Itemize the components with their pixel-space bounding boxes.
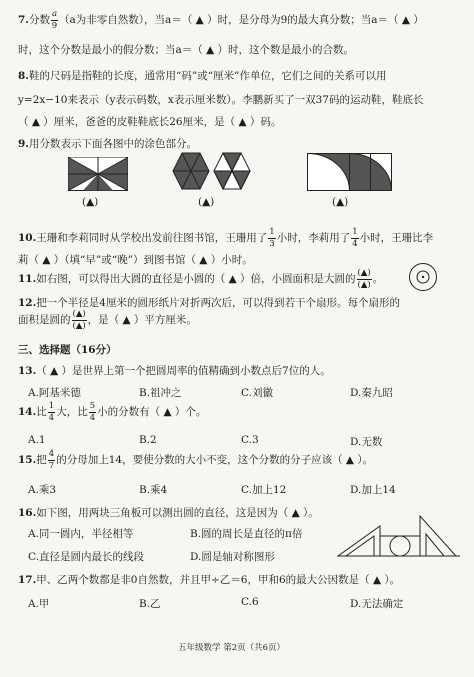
- q9-figure-hexagons: [172, 152, 252, 190]
- q8-line1: 8.鞋的尺码是指鞋的长度，通常用“码”或“厘米”作单位，它们之间的关系可以用: [18, 70, 387, 82]
- q15-line: 15.把 $\frac{4}{7}$ 的分母加上14，要使分数的大小不变，这个分数的分子应该（ ▲ ）。: [18, 449, 374, 471]
- q14-option-b: B.2: [139, 434, 157, 446]
- q15-option-d: D.加上14: [350, 484, 396, 496]
- q14-option-c: C.3: [241, 434, 259, 446]
- q9-text: 9.用分数表示下面各图中的涂色部分。: [18, 138, 197, 150]
- q15-option-b: B.乘4: [139, 484, 168, 496]
- q15-fraction: $\frac{4}{7}$: [48, 449, 55, 471]
- q13-option-c: C.刘徽: [241, 387, 273, 399]
- q17-option-d: D.无法确定: [350, 598, 404, 610]
- q16-triangle-rulers-figure: [336, 512, 462, 558]
- q16-option-a: A.同一圆内，半径相等: [28, 528, 134, 540]
- q11-line: 11.如右图，可以得出大圆的直径是小圆的（ ▲ ）倍，小圆面积是大圆的 $\frac{(▲)}{(▲)}$ 。: [18, 268, 384, 290]
- q10-fraction-1: $\frac{1}{3}$: [269, 227, 275, 249]
- q14-option-d: D.无数: [350, 436, 383, 448]
- q10-fraction-2: $\frac{1}{4}$: [352, 227, 358, 249]
- q7-text-1: 分数: [28, 14, 50, 26]
- q15-option-c: C.加上12: [241, 484, 287, 496]
- q7-line2: 时，这个分数是最小的假分数；当a＝（ ▲ ）时，这个数是最小的合数。: [18, 44, 355, 56]
- q8-line3: （ ▲ ）厘米，爸爸的皮鞋鞋底长26厘米，是（ ▲ ）码。: [18, 116, 282, 128]
- q8-line2: y=2x−10来表示（y表示码数，x表示厘米数）。李鹏新买了一双37码的运动鞋，鞋底长: [18, 94, 424, 106]
- q9-answer-2: (▲): [198, 196, 215, 208]
- q13-text: 13.（ ▲ ）是世界上第一个把圆周率的值精确到小数点后7位的人。: [18, 365, 331, 377]
- section-3-heading: 三、选择题（16分）: [18, 344, 117, 356]
- q9-figure-quarter-circles: [307, 153, 393, 191]
- q13-option-b: B.祖冲之: [139, 387, 182, 399]
- q9-figure-rectangle: [68, 157, 128, 191]
- q10-line1: 10.王珊和李莉同时从学校出发前往图书馆，王珊用了 $\frac{1}{3}$ 小时，李莉用了 $\frac{1}{4}$ 小时，王珊比李: [18, 227, 434, 249]
- q7-fraction: $\frac{a}{9}$: [51, 9, 58, 31]
- q14-option-a: A.1: [28, 434, 46, 446]
- q17-option-c: C.6: [241, 596, 259, 608]
- q10-line2: 莉（ ▲ ）（填“早”或“晚”）到图书馆（ ▲ ）小时。: [18, 254, 253, 266]
- q16-option-c: C.直径是圆内最长的线段: [28, 551, 144, 563]
- q15-option-a: A.乘3: [28, 484, 57, 496]
- q14-fraction-2: $\frac{5}{4}$: [89, 401, 96, 423]
- q16-text: 16.如下图，用两块三角板可以测出圆的直径，这是因为（ ▲ ）。: [18, 507, 319, 519]
- q12-fraction: $\frac{(▲)}{(▲)}$: [72, 309, 86, 331]
- q11-circles-figure: [408, 262, 438, 292]
- q7-line1: [18, 10, 424, 30]
- q7-number: 7.: [18, 14, 29, 26]
- q14-line: 14.比 $\frac{1}{4}$ 大，比 $\frac{5}{4}$ 小的分数有（ ▲ ）个。: [18, 401, 207, 423]
- page-footer: 五年级数学 第2页（共6页）: [178, 643, 286, 653]
- q12-line1: 12.把一个半径是4厘米的圆形纸片对折两次后，可以得到若干个扇形。每个扇形的: [18, 297, 400, 309]
- q7-text-2: （a为非零自然数），当a＝（ ▲ ）时，是分母为9的最大真分数；当a＝（ ▲ ）: [59, 14, 424, 26]
- q13-option-d: D.秦九昭: [350, 387, 393, 399]
- q17-text: 17.甲、乙两个数都是非0自然数，并且甲÷乙＝6，甲和6的最大公因数是（ ▲ ）。: [18, 574, 401, 586]
- q12-line2: 面积是圆的 $\frac{(▲)}{(▲)}$ ，是（ ▲ ）平方厘米。: [18, 309, 197, 331]
- q11-fraction: $\frac{(▲)}{(▲)}$: [357, 268, 371, 290]
- q13-option-a: A.阿基米德: [28, 387, 81, 399]
- q9-answer-3: (▲): [332, 196, 349, 208]
- q9-answer-1: (▲): [82, 196, 99, 208]
- q17-option-a: A.甲: [28, 598, 50, 610]
- q17-option-b: B.乙: [139, 598, 161, 610]
- q16-option-d: D.圆是轴对称图形: [190, 551, 275, 563]
- q16-option-b: B.圆的周长是直径的π倍: [190, 528, 303, 540]
- q14-fraction-1: $\frac{1}{4}$: [48, 401, 55, 423]
